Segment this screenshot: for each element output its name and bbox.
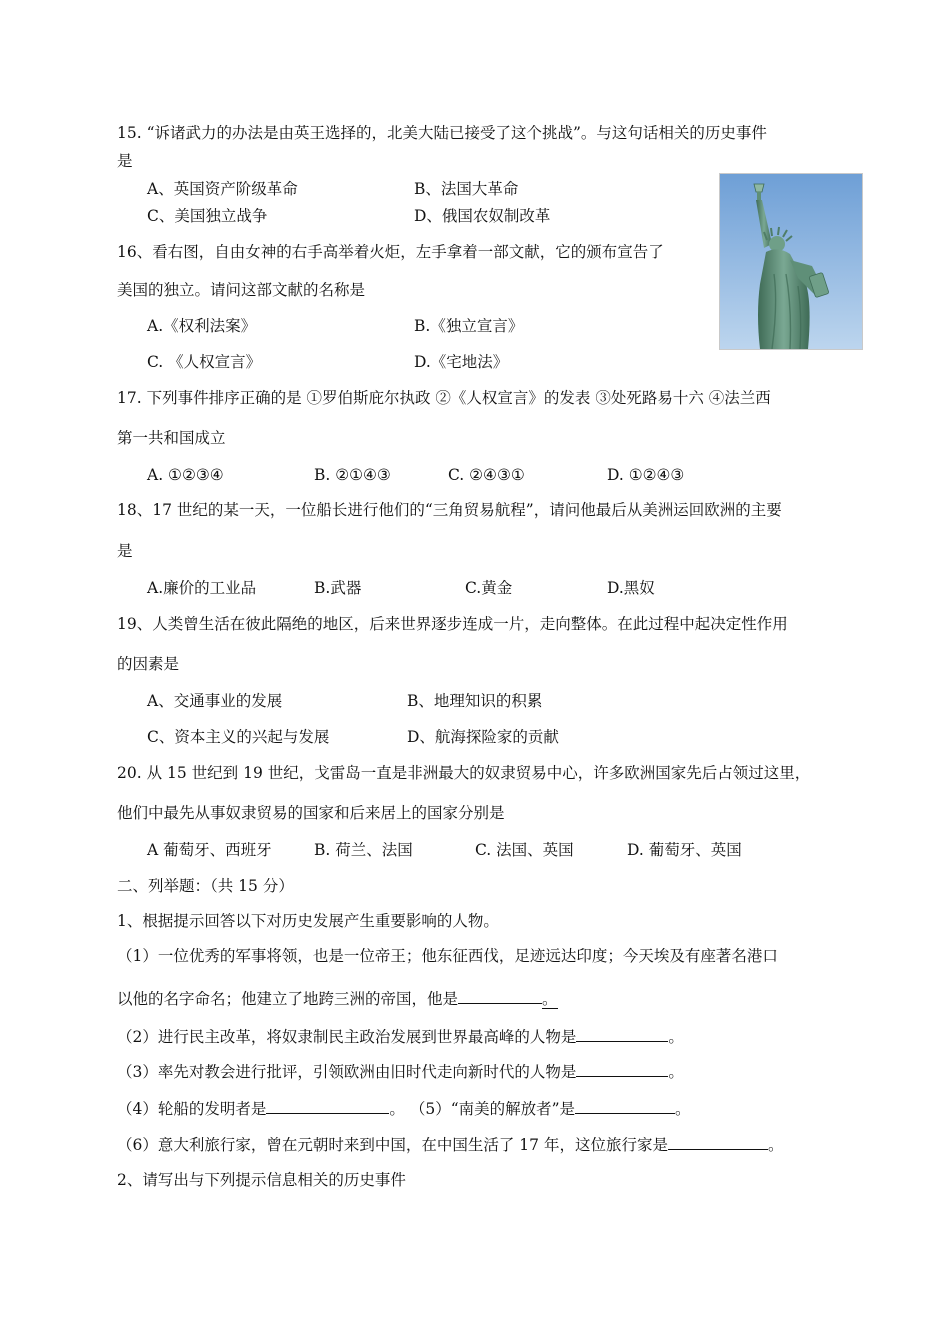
p4-period: 。 xyxy=(389,1100,405,1118)
statue-of-liberty-image xyxy=(720,174,862,349)
q20-text-line1: 20. 从 15 世纪到 19 世纪，戈雷岛一直是非洲最大的奴隶贸易中心，许多欧洲国家先后占领过这里， xyxy=(117,764,811,782)
q17-text-line2: 第一共和国成立 xyxy=(117,429,226,447)
p4-text: （4）轮船的发明者是 xyxy=(117,1100,267,1118)
q18-option-a: A.廉价的工业品 xyxy=(147,579,257,597)
p6-answer-blank[interactable] xyxy=(668,1134,768,1150)
q20-option-d: D. 葡萄牙、英国 xyxy=(627,841,742,859)
q19-text-line1: 19、人类曾生活在彼此隔绝的地区，后来世界逐步连成一片，走向整体。在此过程中起决定性作用 xyxy=(117,615,788,633)
p6-period: 。 xyxy=(767,1136,784,1154)
statue-of-liberty-photo xyxy=(719,173,863,350)
p5-answer-blank[interactable] xyxy=(575,1098,675,1114)
p2-answer-blank[interactable] xyxy=(576,1026,668,1042)
q18-option-d: D.黑奴 xyxy=(607,579,655,597)
p6-text: （6）意大利旅行家，曾在元朝时来到中国，在中国生活了 17 年，这位旅行家是 xyxy=(117,1136,668,1154)
q18-option-c: C.黄金 xyxy=(465,579,513,597)
q17-option-d: D. ①②④③ xyxy=(607,466,685,484)
q18-option-b: B.武器 xyxy=(314,579,362,597)
p1-period: 。 xyxy=(542,990,558,1008)
p2-line xyxy=(117,1026,684,1047)
p1-answer-blank[interactable] xyxy=(458,988,542,1004)
q17-option-b: B. ②①④③ xyxy=(314,466,391,484)
q16-text-line1: 16、看右图，自由女神的右手高举着火炬，左手拿着一部文献，它的颁布宣告了 xyxy=(117,243,664,261)
q15-option-c: C、美国独立战争 xyxy=(147,207,268,225)
p1-text-line2: 以他的名字命名；他建立了地跨三洲的帝国，他是 xyxy=(117,990,459,1008)
p3-line xyxy=(117,1061,684,1082)
q16-text-line2: 美国的独立。请问这部文献的名称是 xyxy=(117,281,366,299)
p6-line xyxy=(117,1134,783,1155)
p4-p5-line xyxy=(117,1098,691,1119)
q20-option-b: B. 荷兰、法国 xyxy=(314,841,413,859)
q19-text-line2: 的因素是 xyxy=(117,655,180,673)
q15-text-line1: 15. “诉诸武力的办法是由英王选择的，北美大陆已接受了这个挑战”。与这句话相关的历史事件 xyxy=(117,124,767,142)
q19-option-b: B、地理知识的积累 xyxy=(407,692,543,710)
q19-option-d: D、航海探险家的贡献 xyxy=(407,728,559,746)
p3-text: （3）率先对教会进行批评，引领欧洲由旧时代走向新时代的人物是 xyxy=(117,1063,577,1081)
q15-option-a: A、英国资产阶级革命 xyxy=(147,180,298,198)
p4-answer-blank[interactable] xyxy=(266,1098,389,1114)
q15-option-d: D、俄国农奴制改革 xyxy=(414,207,551,225)
q16-option-c: C. 《人权宣言》 xyxy=(147,353,262,371)
q17-text-line1: 17. 下列事件排序正确的是 ①罗伯斯庇尔执政 ②《人权宣言》的发表 ③处死路易十六 ④法兰西 xyxy=(117,389,771,407)
p2-period: 。 xyxy=(668,1028,684,1046)
p3-answer-blank[interactable] xyxy=(576,1061,668,1077)
q15-text-line2: 是 xyxy=(117,152,133,170)
q20-option-c: C. 法国、英国 xyxy=(475,841,574,859)
p2-text: （2）进行民主改革，将奴隶制民主政治发展到世界最高峰的人物是 xyxy=(117,1028,577,1046)
section2-item1-intro: 1、根据提示回答以下对历史发展产生重要影响的人物。 xyxy=(117,912,499,930)
section2-heading: 二、列举题：（共 15 分） xyxy=(117,877,294,895)
q16-option-b: B.《独立宣言》 xyxy=(414,317,524,335)
q20-text-line2: 他们中最先从事奴隶贸易的国家和后来居上的国家分别是 xyxy=(117,804,505,822)
p3-period: 。 xyxy=(668,1063,684,1081)
q20-option-a: A 葡萄牙、西班牙 xyxy=(147,841,272,859)
p1-line2 xyxy=(117,988,558,1009)
p1-text-line1: （1）一位优秀的军事将领，也是一位帝王；他东征西伐，足迹远达印度；今天埃及有座著名港口 xyxy=(117,947,778,965)
q17-option-c: C. ②④③① xyxy=(448,466,525,484)
p5-period: 。 xyxy=(675,1100,691,1118)
q19-option-c: C、资本主义的兴起与发展 xyxy=(147,728,330,746)
q19-option-a: A、交通事业的发展 xyxy=(147,692,283,710)
q18-text-line2: 是 xyxy=(117,542,133,560)
p5-text: （5）“南美的解放者”是 xyxy=(409,1100,576,1118)
q16-option-d: D.《宅地法》 xyxy=(414,353,509,371)
q18-text-line1: 18、17 世纪的某一天，一位船长进行他们的“三角贸易航程”，请问他最后从美洲运回欧洲的主要 xyxy=(117,501,782,519)
q17-option-a: A. ①②③④ xyxy=(147,466,224,484)
q15-option-b: B、法国大革命 xyxy=(414,180,519,198)
section2-item2-intro: 2、请写出与下列提示信息相关的历史事件 xyxy=(117,1171,406,1189)
q16-option-a: A.《权利法案》 xyxy=(147,317,257,335)
